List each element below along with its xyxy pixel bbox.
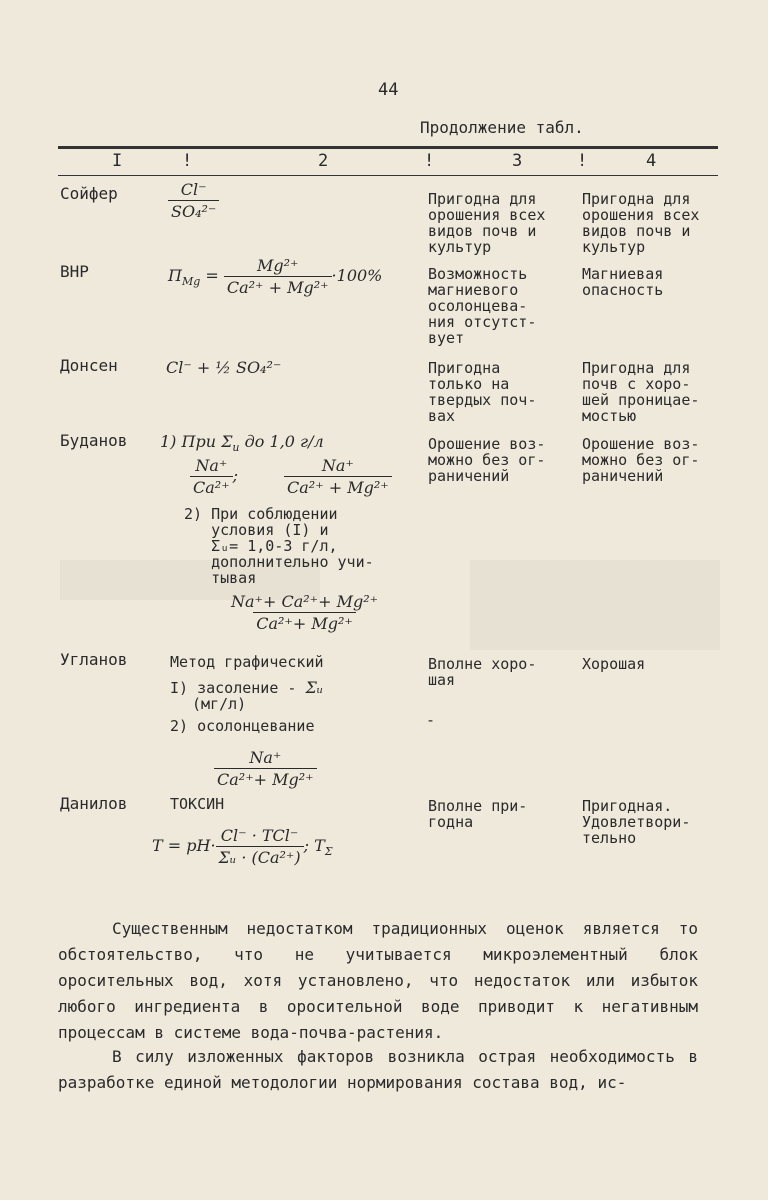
formula-uglanov <box>214 748 317 789</box>
condition-text: 1) При Σ <box>160 432 233 451</box>
formula-numerator: Cl⁻ <box>180 180 207 199</box>
formula-numerator: Na⁺+ Ca²⁺+ Mg²⁺ <box>231 592 379 611</box>
column-header-2: 2 <box>318 151 329 171</box>
uglanov-col3: Вполне хоро- шая <box>428 655 537 689</box>
budanov-col3: Орошение воз- можно без ог- раничений <box>428 435 546 485</box>
formula-lhs-subscript: Mg <box>181 275 201 289</box>
vnr-col4: Магниевая опасность <box>582 265 664 299</box>
column-header-3: 3 <box>512 151 523 171</box>
uglanov-col3-mark: - <box>426 711 436 729</box>
formula-lhs: T = pH· <box>152 836 216 855</box>
formula-numerator: Na⁺ <box>321 456 354 475</box>
danilov-col3: Вполне при- годна <box>428 797 528 831</box>
uglanov-item-1 <box>170 680 323 696</box>
budanov-condition-1 <box>160 432 324 454</box>
soifer-col3: Пригодна для орошения всех видов почв и культур <box>428 190 546 256</box>
formula-budanov-2 <box>284 456 392 497</box>
column-separator: ! <box>424 151 435 171</box>
uglanov-method: Метод графический <box>170 653 324 671</box>
formula-soifer <box>168 180 219 221</box>
formula-tail-subscript: Σ <box>324 845 333 859</box>
soifer-col4: Пригодна для орошения всех видов почв и культур <box>582 190 700 256</box>
formula-denominator: Ca²⁺+ Mg²⁺ <box>214 768 317 789</box>
table-top-rule <box>58 146 718 149</box>
formula-denominator: Ca²⁺ + Mg²⁺ <box>224 276 332 297</box>
row-name-budanov: Буданов <box>60 431 128 450</box>
column-header-1: I <box>112 151 123 171</box>
formula-denominator: Ca²⁺+ Mg²⁺ <box>253 612 356 633</box>
formula-numerator: Na⁺ <box>195 456 228 475</box>
formula-donsen: Cl⁻ + ½ SO₄²⁻ <box>166 358 282 377</box>
formula-lhs: П <box>168 266 182 285</box>
table-continuation-caption: Продолжение табл. <box>420 118 584 137</box>
formula-separator: ; <box>232 466 239 485</box>
column-separator: ! <box>577 151 588 171</box>
formula-equals: = <box>200 266 224 285</box>
row-name-danilov: Данилов <box>60 794 128 813</box>
body-paragraph-2: В силу изложенных факторов возникла острая необходимость в разработке единой методологии нормирования состава вод, ис- <box>58 1047 698 1092</box>
bleed-through-block <box>470 560 720 650</box>
row-name-vnr: ВНР <box>60 262 89 281</box>
page-number: 44 <box>378 80 399 100</box>
donsen-col3: Пригодна только на твердых поч- вах <box>428 359 537 425</box>
body-paragraph-1: Существенным недостатком традиционных оценок является то обстоятельство, что не учитывается микроэлементный блок оросительных вод, хотя установлено, что недостаток или избыток любого ингредиента в оросительной воде приводит к негативным процессам в системе вода-почва-растения. <box>58 919 698 1042</box>
row-name-uglanov: Угланов <box>60 650 128 669</box>
uglanov-item-1-unit: (мг/л) <box>192 695 247 713</box>
row-name-donsen: Донсен <box>60 356 118 375</box>
item-text: I) засоление - <box>170 679 306 697</box>
formula-budanov-1 <box>190 456 238 497</box>
formula-numerator: Mg²⁺ <box>256 256 299 275</box>
column-separator: ! <box>182 151 193 171</box>
vnr-col3: Возможность магниевого осолонцева- ния отсутст- вует <box>428 265 537 347</box>
row-name-soifer: Сойфер <box>60 184 118 203</box>
formula-numerator: Cl⁻ · TCl⁻ <box>220 826 299 845</box>
formula-tail: ; T <box>303 836 325 855</box>
danilov-col4: Пригодная. Удовлетвори- тельно <box>582 797 691 847</box>
column-header-4: 4 <box>646 151 657 171</box>
formula-danilov <box>152 826 333 867</box>
uglanov-item-2: 2) осолонцевание <box>170 717 315 735</box>
donsen-col4: Пригодна для почв с хоро- шей проницае- мостью <box>582 359 700 425</box>
formula-numerator: Na⁺ <box>249 748 282 767</box>
formula-denominator: Ca²⁺ + Mg²⁺ <box>284 476 392 497</box>
formula-denominator: SO₄²⁻ <box>168 200 219 221</box>
table-header-rule <box>58 175 718 176</box>
formula-tail: ·100% <box>331 266 383 285</box>
item-symbol: Σᵤ <box>305 678 324 697</box>
danilov-method: ТОКСИН <box>170 795 225 813</box>
condition-rest: до 1,0 г/л <box>239 432 324 451</box>
formula-vnr <box>168 256 382 297</box>
condition-subscript: и <box>232 441 240 455</box>
formula-budanov-3 <box>228 592 381 633</box>
formula-denominator: Ca²⁺ <box>190 476 233 497</box>
budanov-col4: Орошение воз- можно без ог- раничений <box>582 435 700 485</box>
budanov-condition-2: 2) При соблюдении условия (I) и Σᵤ= 1,0-3 г/л, дополнительно учи- тывая <box>184 505 374 587</box>
uglanov-col4: Хорошая <box>582 655 646 673</box>
formula-denominator: Σᵤ · (Ca²⁺) <box>216 846 304 867</box>
